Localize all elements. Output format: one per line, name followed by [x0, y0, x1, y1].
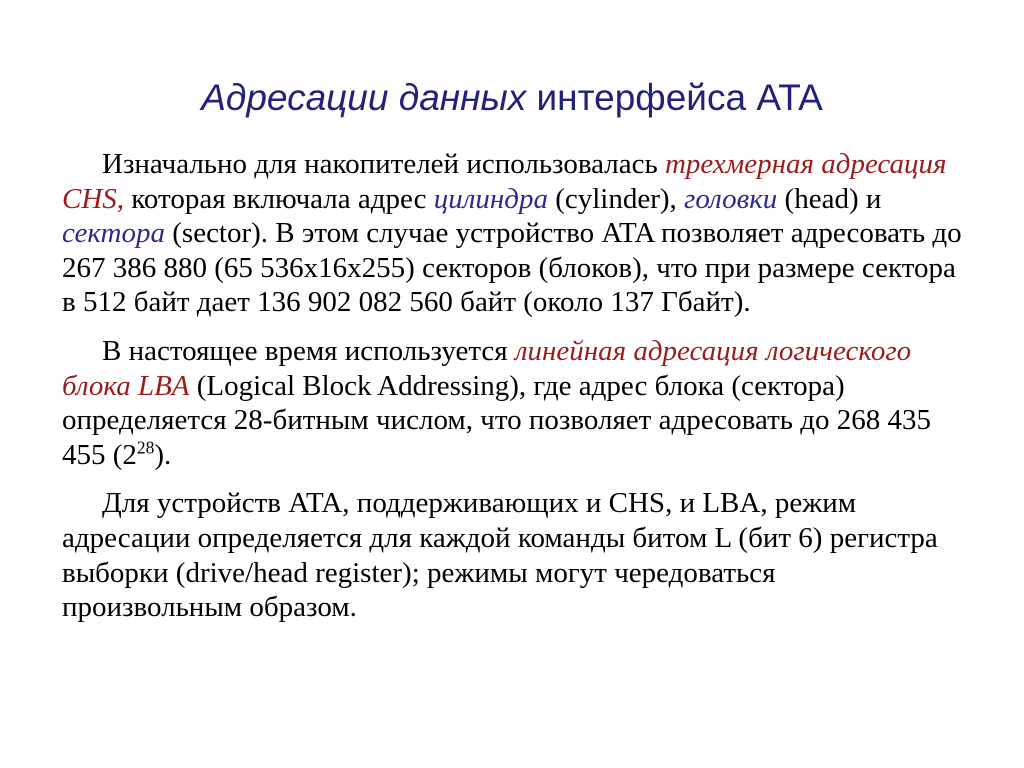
slide-title-regular: интерфейса ATA: [526, 77, 823, 118]
term-chs: трехмерная адресация CHS,: [62, 148, 947, 215]
paragraph-text: (cylinder),: [547, 182, 685, 215]
paragraph-text: Для устройств ATA, поддерживающих и CHS, и LBA, режим адресации определяется для каждой команды битом L (бит 6) регистра выборки (drive/head register); режимы могут чередоваться произвольным образом.: [62, 487, 938, 624]
paragraph-text: В настоящее время используется: [102, 334, 515, 367]
term-cylinder: цилиндра: [433, 182, 548, 215]
paragraph-lba: [62, 334, 962, 472]
slide-body: [62, 147, 962, 639]
slide-title: [0, 74, 1024, 122]
paragraph-text: (head) и: [777, 182, 882, 215]
paragraph-chs: [62, 147, 962, 320]
exponent: 28: [136, 437, 155, 458]
term-sector: сектора: [62, 217, 165, 250]
paragraph-text: (sector). В этом случае устройство ATA позволяет адресовать до 267 386 880 (65 536x16x255) секторов (блоков), что при размере сектора в 512 байт дает 136 902 082 560 байт (около 137 Гбайт).: [62, 217, 962, 319]
paragraph-text: ).: [154, 438, 172, 471]
term-head: головки: [684, 182, 778, 215]
paragraph-text: которая включала адрес: [124, 182, 434, 215]
paragraph-text: (Logical Block Addressing), где адрес блока (сектора) определяется 28-битным числом, что позволяет адресовать до 268 435 455 (2: [62, 369, 932, 471]
paragraph-mode: [62, 486, 962, 624]
slide-title-italic: Адресации данных: [201, 77, 527, 118]
term-lba: линейная адресация логического блока LBA: [62, 334, 912, 402]
paragraph-text: Изначально для накопителей использовалась: [102, 148, 665, 180]
